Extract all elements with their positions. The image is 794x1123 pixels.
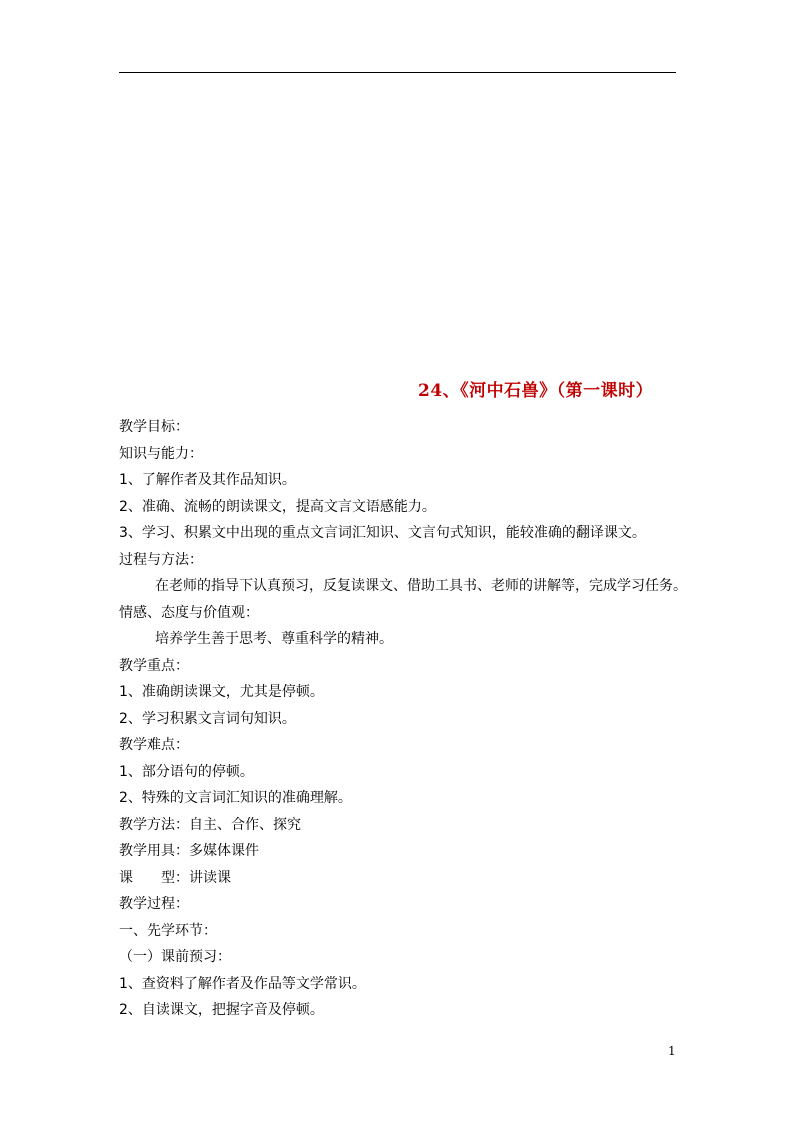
document-title: 24、《河中石兽》（第一课时）: [418, 381, 654, 401]
page-number: 1: [668, 1044, 676, 1058]
text-line: （一）课前预习：: [119, 949, 231, 965]
text-line: 在老师的指导下认真预习，反复读课文、借助工具书、老师的讲解等，完成学习任务。: [155, 578, 687, 594]
text-line: 情感、态度与价值观：: [119, 604, 259, 621]
text-line: 2、准确、流畅的朗读课文，提高文言文语感能力。: [119, 498, 436, 515]
document-body: [119, 414, 719, 1024]
text-line: 1、准确朗读课文，尤其是停顿。: [119, 684, 324, 700]
text-line: 教学用具：多媒体课件: [119, 843, 259, 859]
text-line: 2、特殊的文言词汇知识的准确理解。: [119, 790, 352, 806]
text-line: 2、学习积累文言词句知识。: [119, 710, 296, 727]
text-line: 教学过程：: [119, 896, 189, 912]
text-line: 教学目标：: [119, 419, 189, 435]
text-line: 培养学生善于思考、尊重科学的精神。: [155, 631, 393, 647]
text-line: 1、了解作者及其作品知识。: [119, 472, 296, 488]
text-line: 过程与方法：: [119, 551, 203, 568]
text-line: 2、自读课文，把握字音及停顿。: [119, 1002, 324, 1018]
text-line: 课 型：讲读课: [119, 869, 231, 886]
text-line: 教学难点：: [119, 737, 189, 753]
text-line: 1、查资料了解作者及作品等文学常识。: [119, 975, 366, 992]
header-rule: [119, 72, 676, 73]
text-line: 教学方法：自主、合作、探究: [119, 816, 301, 833]
text-line: 一、先学环节：: [119, 922, 217, 939]
text-line: 1、部分语句的停顿。: [119, 763, 254, 780]
text-line: 3、学习、积累文中出现的重点文言词汇知识、文言句式知识，能较准确的翻译课文。: [119, 525, 646, 541]
text-line: 教学重点：: [119, 657, 189, 674]
text-line: 知识与能力：: [119, 445, 203, 462]
